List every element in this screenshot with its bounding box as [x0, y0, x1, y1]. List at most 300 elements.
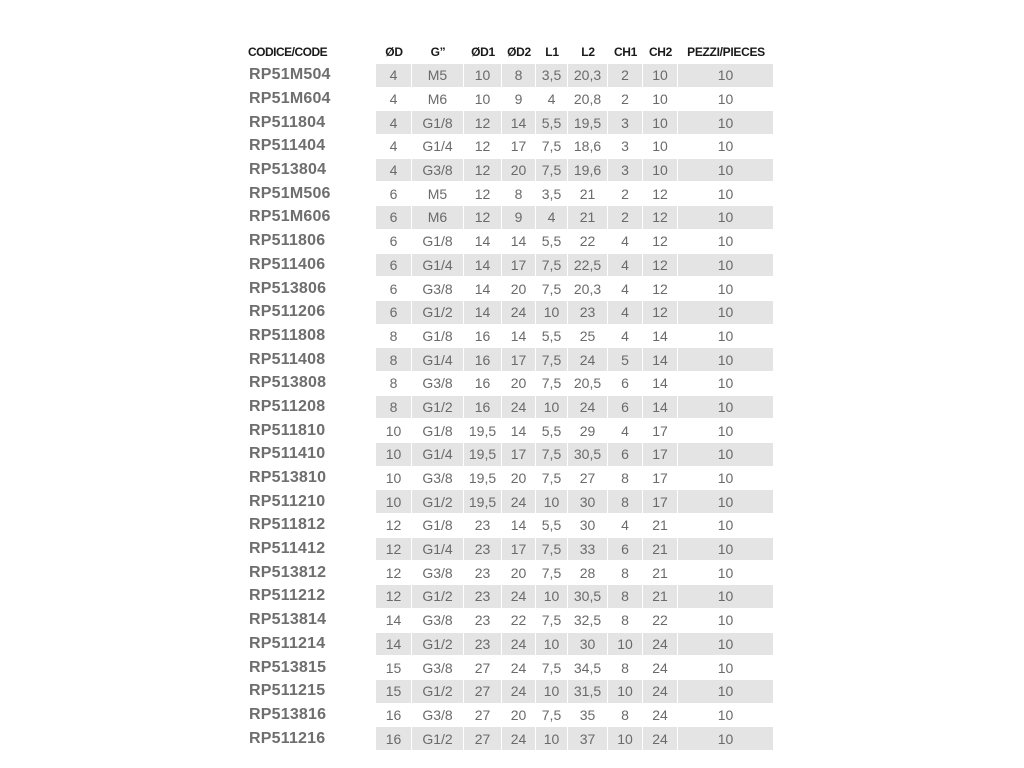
- table-row: [246, 561, 774, 585]
- cell-ch2: 17: [643, 419, 678, 443]
- cell-l1: 10: [536, 396, 568, 420]
- cell-l2: 24: [568, 348, 608, 372]
- cell-l2: 19,6: [568, 159, 608, 183]
- cell-d2: 20: [502, 467, 536, 491]
- cell-d2: 20: [502, 277, 536, 301]
- cell-l2: 21: [568, 206, 608, 230]
- cell-pieces: 10: [678, 182, 774, 206]
- cell-ch2: 21: [643, 561, 678, 585]
- cell-d: 4: [376, 135, 412, 159]
- cell-g: G3/8: [412, 467, 464, 491]
- cell-pieces: 10: [678, 443, 774, 467]
- product-code: RP513808: [246, 372, 376, 396]
- cell-g: G1/8: [412, 514, 464, 538]
- cell-d2: 20: [502, 704, 536, 728]
- cell-ch1: 6: [608, 372, 643, 396]
- product-code: RP511808: [246, 325, 376, 349]
- cell-d: 12: [376, 538, 412, 562]
- cell-d: 6: [376, 182, 412, 206]
- cell-pieces: 10: [678, 372, 774, 396]
- table-row: [246, 230, 774, 254]
- column-header-l2: L2: [581, 45, 595, 59]
- cell-l1: 7,5: [536, 609, 568, 633]
- product-code: RP511214: [246, 633, 376, 657]
- cell-l1: 7,5: [536, 538, 568, 562]
- cell-l1: 7,5: [536, 443, 568, 467]
- cell-d1: 16: [464, 325, 502, 349]
- cell-ch1: 4: [608, 301, 643, 325]
- cell-d2: 22: [502, 609, 536, 633]
- cell-g: G1/4: [412, 348, 464, 372]
- cell-g: G1/4: [412, 135, 464, 159]
- cell-l2: 34,5: [568, 656, 608, 680]
- cell-l1: 5,5: [536, 111, 568, 135]
- cell-ch2: 12: [643, 254, 678, 278]
- cell-l2: 31,5: [568, 680, 608, 704]
- cell-d1: 14: [464, 230, 502, 254]
- table-row: [246, 514, 774, 538]
- cell-l1: 7,5: [536, 277, 568, 301]
- cell-ch2: 21: [643, 585, 678, 609]
- cell-ch1: 4: [608, 325, 643, 349]
- cell-pieces: 10: [678, 277, 774, 301]
- cell-g: G1/4: [412, 254, 464, 278]
- cell-ch2: 14: [643, 325, 678, 349]
- column-header-ch2: CH2: [648, 45, 673, 59]
- cell-l2: 30: [568, 490, 608, 514]
- table-row: [246, 111, 774, 135]
- cell-g: G1/4: [412, 538, 464, 562]
- cell-l1: 7,5: [536, 656, 568, 680]
- column-header-d1: ØD1: [471, 45, 495, 59]
- cell-ch1: 8: [608, 561, 643, 585]
- cell-l1: 7,5: [536, 348, 568, 372]
- cell-ch2: 24: [643, 680, 678, 704]
- table-row: [246, 372, 774, 396]
- cell-g: G1/8: [412, 230, 464, 254]
- cell-l1: 10: [536, 301, 568, 325]
- cell-d1: 23: [464, 514, 502, 538]
- cell-ch2: 10: [643, 64, 678, 88]
- product-code: RP513804: [246, 159, 376, 183]
- product-code: RP511216: [246, 727, 376, 751]
- cell-l2: 24: [568, 396, 608, 420]
- product-code: RP513806: [246, 277, 376, 301]
- cell-pieces: 10: [678, 514, 774, 538]
- table-row: [246, 254, 774, 278]
- cell-d: 8: [376, 325, 412, 349]
- cell-ch2: 10: [643, 135, 678, 159]
- cell-ch2: 12: [643, 230, 678, 254]
- column-header-pieces: PEZZI/PIECES: [687, 45, 765, 59]
- cell-g: G1/4: [412, 443, 464, 467]
- cell-d2: 24: [502, 633, 536, 657]
- cell-d1: 27: [464, 680, 502, 704]
- cell-g: G3/8: [412, 159, 464, 183]
- cell-d2: 24: [502, 680, 536, 704]
- cell-d: 6: [376, 301, 412, 325]
- table-row: [246, 443, 774, 467]
- table-row: [246, 182, 774, 206]
- cell-ch1: 4: [608, 514, 643, 538]
- cell-ch1: 3: [608, 111, 643, 135]
- column-header-d2: ØD2: [507, 45, 531, 59]
- cell-ch2: 21: [643, 538, 678, 562]
- cell-d1: 12: [464, 111, 502, 135]
- cell-l1: 7,5: [536, 135, 568, 159]
- cell-d2: 17: [502, 135, 536, 159]
- table-row: [246, 609, 774, 633]
- cell-d: 6: [376, 254, 412, 278]
- cell-d: 12: [376, 561, 412, 585]
- cell-g: M5: [412, 64, 464, 88]
- product-code: RP511410: [246, 443, 376, 467]
- cell-ch2: 14: [643, 348, 678, 372]
- cell-d2: 14: [502, 514, 536, 538]
- cell-g: G3/8: [412, 372, 464, 396]
- cell-l1: 10: [536, 490, 568, 514]
- cell-d: 15: [376, 680, 412, 704]
- cell-l1: 7,5: [536, 561, 568, 585]
- cell-ch1: 8: [608, 656, 643, 680]
- cell-ch1: 8: [608, 490, 643, 514]
- cell-l2: 20,8: [568, 88, 608, 112]
- cell-d1: 19,5: [464, 419, 502, 443]
- product-code: RP513816: [246, 704, 376, 728]
- cell-l2: 30: [568, 633, 608, 657]
- cell-d1: 14: [464, 301, 502, 325]
- cell-ch1: 2: [608, 64, 643, 88]
- cell-d: 4: [376, 111, 412, 135]
- cell-l2: 22,5: [568, 254, 608, 278]
- table-row: [246, 538, 774, 562]
- cell-l1: 10: [536, 633, 568, 657]
- table-row: [246, 159, 774, 183]
- cell-pieces: 10: [678, 704, 774, 728]
- cell-l1: 5,5: [536, 230, 568, 254]
- product-code: RP511806: [246, 230, 376, 254]
- cell-l1: 7,5: [536, 467, 568, 491]
- cell-pieces: 10: [678, 585, 774, 609]
- cell-d1: 23: [464, 561, 502, 585]
- cell-d: 12: [376, 585, 412, 609]
- cell-ch2: 22: [643, 609, 678, 633]
- cell-d1: 12: [464, 182, 502, 206]
- cell-ch2: 21: [643, 514, 678, 538]
- product-spec-sheet: [246, 40, 774, 751]
- cell-l1: 3,5: [536, 64, 568, 88]
- cell-pieces: 10: [678, 301, 774, 325]
- cell-d1: 23: [464, 633, 502, 657]
- cell-g: G1/8: [412, 325, 464, 349]
- cell-d: 10: [376, 419, 412, 443]
- table-header-row: [246, 40, 774, 64]
- cell-ch1: 2: [608, 182, 643, 206]
- cell-pieces: 10: [678, 419, 774, 443]
- product-code: RP511408: [246, 348, 376, 372]
- cell-g: G1/8: [412, 111, 464, 135]
- cell-ch1: 6: [608, 538, 643, 562]
- table-row: [246, 64, 774, 88]
- cell-d2: 8: [502, 64, 536, 88]
- column-header-ch1: CH1: [613, 45, 638, 59]
- cell-d: 8: [376, 396, 412, 420]
- cell-d1: 19,5: [464, 467, 502, 491]
- cell-l2: 23: [568, 301, 608, 325]
- cell-d2: 14: [502, 419, 536, 443]
- table-body: [246, 64, 774, 751]
- cell-d1: 16: [464, 372, 502, 396]
- cell-d2: 17: [502, 348, 536, 372]
- table-row: [246, 277, 774, 301]
- table-row: [246, 88, 774, 112]
- cell-l2: 30,5: [568, 443, 608, 467]
- cell-pieces: 10: [678, 680, 774, 704]
- cell-d1: 23: [464, 609, 502, 633]
- cell-pieces: 10: [678, 727, 774, 751]
- product-code: RP511804: [246, 111, 376, 135]
- cell-ch2: 10: [643, 111, 678, 135]
- cell-d2: 9: [502, 88, 536, 112]
- cell-g: M6: [412, 206, 464, 230]
- cell-ch1: 4: [608, 230, 643, 254]
- cell-ch2: 12: [643, 277, 678, 301]
- cell-ch1: 4: [608, 419, 643, 443]
- cell-d: 4: [376, 64, 412, 88]
- cell-ch2: 14: [643, 372, 678, 396]
- cell-ch1: 8: [608, 467, 643, 491]
- product-code: RP51M506: [246, 182, 376, 206]
- cell-g: G1/2: [412, 727, 464, 751]
- table-row: [246, 680, 774, 704]
- cell-d1: 12: [464, 206, 502, 230]
- product-code: RP513815: [246, 656, 376, 680]
- cell-d: 12: [376, 514, 412, 538]
- cell-g: G1/2: [412, 585, 464, 609]
- cell-pieces: 10: [678, 348, 774, 372]
- cell-pieces: 10: [678, 206, 774, 230]
- product-code: RP511210: [246, 490, 376, 514]
- cell-l1: 10: [536, 585, 568, 609]
- cell-g: G3/8: [412, 277, 464, 301]
- cell-l1: 3,5: [536, 182, 568, 206]
- product-code: RP511215: [246, 680, 376, 704]
- table-row: [246, 419, 774, 443]
- cell-d1: 16: [464, 348, 502, 372]
- product-code: RP511412: [246, 538, 376, 562]
- column-header-code: CODICE/CODE: [248, 45, 328, 59]
- cell-ch2: 24: [643, 727, 678, 751]
- cell-d2: 17: [502, 254, 536, 278]
- cell-g: G3/8: [412, 656, 464, 680]
- cell-d1: 23: [464, 585, 502, 609]
- cell-l1: 7,5: [536, 704, 568, 728]
- cell-ch2: 24: [643, 656, 678, 680]
- cell-l2: 27: [568, 467, 608, 491]
- cell-pieces: 10: [678, 159, 774, 183]
- cell-d1: 16: [464, 396, 502, 420]
- cell-ch2: 14: [643, 396, 678, 420]
- cell-pieces: 10: [678, 135, 774, 159]
- cell-ch1: 10: [608, 727, 643, 751]
- cell-d2: 24: [502, 727, 536, 751]
- cell-d2: 14: [502, 325, 536, 349]
- cell-l1: 7,5: [536, 372, 568, 396]
- cell-l2: 18,6: [568, 135, 608, 159]
- cell-d1: 19,5: [464, 443, 502, 467]
- cell-l1: 4: [536, 206, 568, 230]
- cell-d1: 10: [464, 64, 502, 88]
- cell-l1: 5,5: [536, 514, 568, 538]
- cell-d1: 19,5: [464, 490, 502, 514]
- cell-d: 14: [376, 633, 412, 657]
- cell-d2: 24: [502, 490, 536, 514]
- product-code: RP511212: [246, 585, 376, 609]
- cell-d: 4: [376, 159, 412, 183]
- cell-l1: 5,5: [536, 325, 568, 349]
- cell-l2: 28: [568, 561, 608, 585]
- cell-g: M6: [412, 88, 464, 112]
- cell-l2: 30,5: [568, 585, 608, 609]
- cell-g: G1/2: [412, 680, 464, 704]
- cell-pieces: 10: [678, 325, 774, 349]
- cell-ch1: 10: [608, 633, 643, 657]
- cell-d: 16: [376, 704, 412, 728]
- cell-d1: 14: [464, 254, 502, 278]
- cell-ch2: 12: [643, 206, 678, 230]
- table-row: [246, 656, 774, 680]
- cell-g: G3/8: [412, 704, 464, 728]
- cell-l1: 4: [536, 88, 568, 112]
- cell-pieces: 10: [678, 561, 774, 585]
- cell-ch1: 3: [608, 159, 643, 183]
- product-code: RP511810: [246, 419, 376, 443]
- product-code: RP51M504: [246, 64, 376, 88]
- cell-l1: 7,5: [536, 254, 568, 278]
- cell-g: M5: [412, 182, 464, 206]
- cell-d1: 14: [464, 277, 502, 301]
- table-row: [246, 467, 774, 491]
- cell-d1: 27: [464, 656, 502, 680]
- cell-l2: 22: [568, 230, 608, 254]
- cell-ch1: 4: [608, 254, 643, 278]
- cell-g: G1/2: [412, 396, 464, 420]
- column-header-l1: L1: [545, 45, 559, 59]
- cell-d2: 24: [502, 656, 536, 680]
- table-row: [246, 633, 774, 657]
- cell-d2: 20: [502, 561, 536, 585]
- cell-ch1: 8: [608, 585, 643, 609]
- cell-ch2: 24: [643, 704, 678, 728]
- cell-g: G1/2: [412, 301, 464, 325]
- cell-g: G1/2: [412, 633, 464, 657]
- product-code: RP511206: [246, 301, 376, 325]
- cell-d2: 14: [502, 111, 536, 135]
- cell-pieces: 10: [678, 633, 774, 657]
- cell-d1: 27: [464, 727, 502, 751]
- cell-ch1: 10: [608, 680, 643, 704]
- product-code: RP513814: [246, 609, 376, 633]
- column-header-d: ØD: [385, 45, 403, 59]
- cell-ch1: 3: [608, 135, 643, 159]
- cell-l1: 7,5: [536, 159, 568, 183]
- cell-l2: 37: [568, 727, 608, 751]
- cell-ch2: 17: [643, 490, 678, 514]
- table-row: [246, 348, 774, 372]
- cell-d2: 20: [502, 372, 536, 396]
- product-code: RP511406: [246, 254, 376, 278]
- cell-g: G1/8: [412, 419, 464, 443]
- table-row: [246, 301, 774, 325]
- table-row: [246, 206, 774, 230]
- cell-ch2: 24: [643, 633, 678, 657]
- cell-pieces: 10: [678, 538, 774, 562]
- cell-ch2: 17: [643, 443, 678, 467]
- product-code: RP511208: [246, 396, 376, 420]
- product-code: RP51M606: [246, 206, 376, 230]
- cell-d1: 12: [464, 159, 502, 183]
- product-code: RP511404: [246, 135, 376, 159]
- cell-l1: 5,5: [536, 419, 568, 443]
- cell-ch2: 12: [643, 182, 678, 206]
- cell-pieces: 10: [678, 467, 774, 491]
- cell-d2: 24: [502, 585, 536, 609]
- product-code: RP51M604: [246, 88, 376, 112]
- cell-d2: 9: [502, 206, 536, 230]
- cell-pieces: 10: [678, 490, 774, 514]
- table-row: [246, 135, 774, 159]
- cell-l2: 33: [568, 538, 608, 562]
- cell-pieces: 10: [678, 396, 774, 420]
- cell-l2: 30: [568, 514, 608, 538]
- cell-d: 14: [376, 609, 412, 633]
- cell-l2: 20,3: [568, 64, 608, 88]
- cell-l2: 35: [568, 704, 608, 728]
- cell-g: G3/8: [412, 561, 464, 585]
- cell-l2: 25: [568, 325, 608, 349]
- cell-l2: 32,5: [568, 609, 608, 633]
- table-row: [246, 727, 774, 751]
- product-code: RP513812: [246, 561, 376, 585]
- cell-ch2: 10: [643, 88, 678, 112]
- cell-d2: 14: [502, 230, 536, 254]
- table-row: [246, 396, 774, 420]
- cell-ch1: 5: [608, 348, 643, 372]
- product-code: RP513810: [246, 467, 376, 491]
- cell-ch1: 6: [608, 443, 643, 467]
- fittings-spec-table: [246, 40, 774, 751]
- cell-d1: 23: [464, 538, 502, 562]
- cell-l1: 10: [536, 680, 568, 704]
- cell-ch1: 4: [608, 277, 643, 301]
- cell-ch1: 6: [608, 396, 643, 420]
- cell-l2: 29: [568, 419, 608, 443]
- cell-d: 16: [376, 727, 412, 751]
- cell-d2: 8: [502, 182, 536, 206]
- cell-l1: 10: [536, 727, 568, 751]
- cell-d1: 27: [464, 704, 502, 728]
- cell-d2: 24: [502, 396, 536, 420]
- table-row: [246, 704, 774, 728]
- cell-d2: 17: [502, 538, 536, 562]
- cell-g: G1/2: [412, 490, 464, 514]
- cell-ch2: 12: [643, 301, 678, 325]
- product-code: RP511812: [246, 514, 376, 538]
- cell-d2: 24: [502, 301, 536, 325]
- cell-pieces: 10: [678, 230, 774, 254]
- table-row: [246, 325, 774, 349]
- table-row: [246, 585, 774, 609]
